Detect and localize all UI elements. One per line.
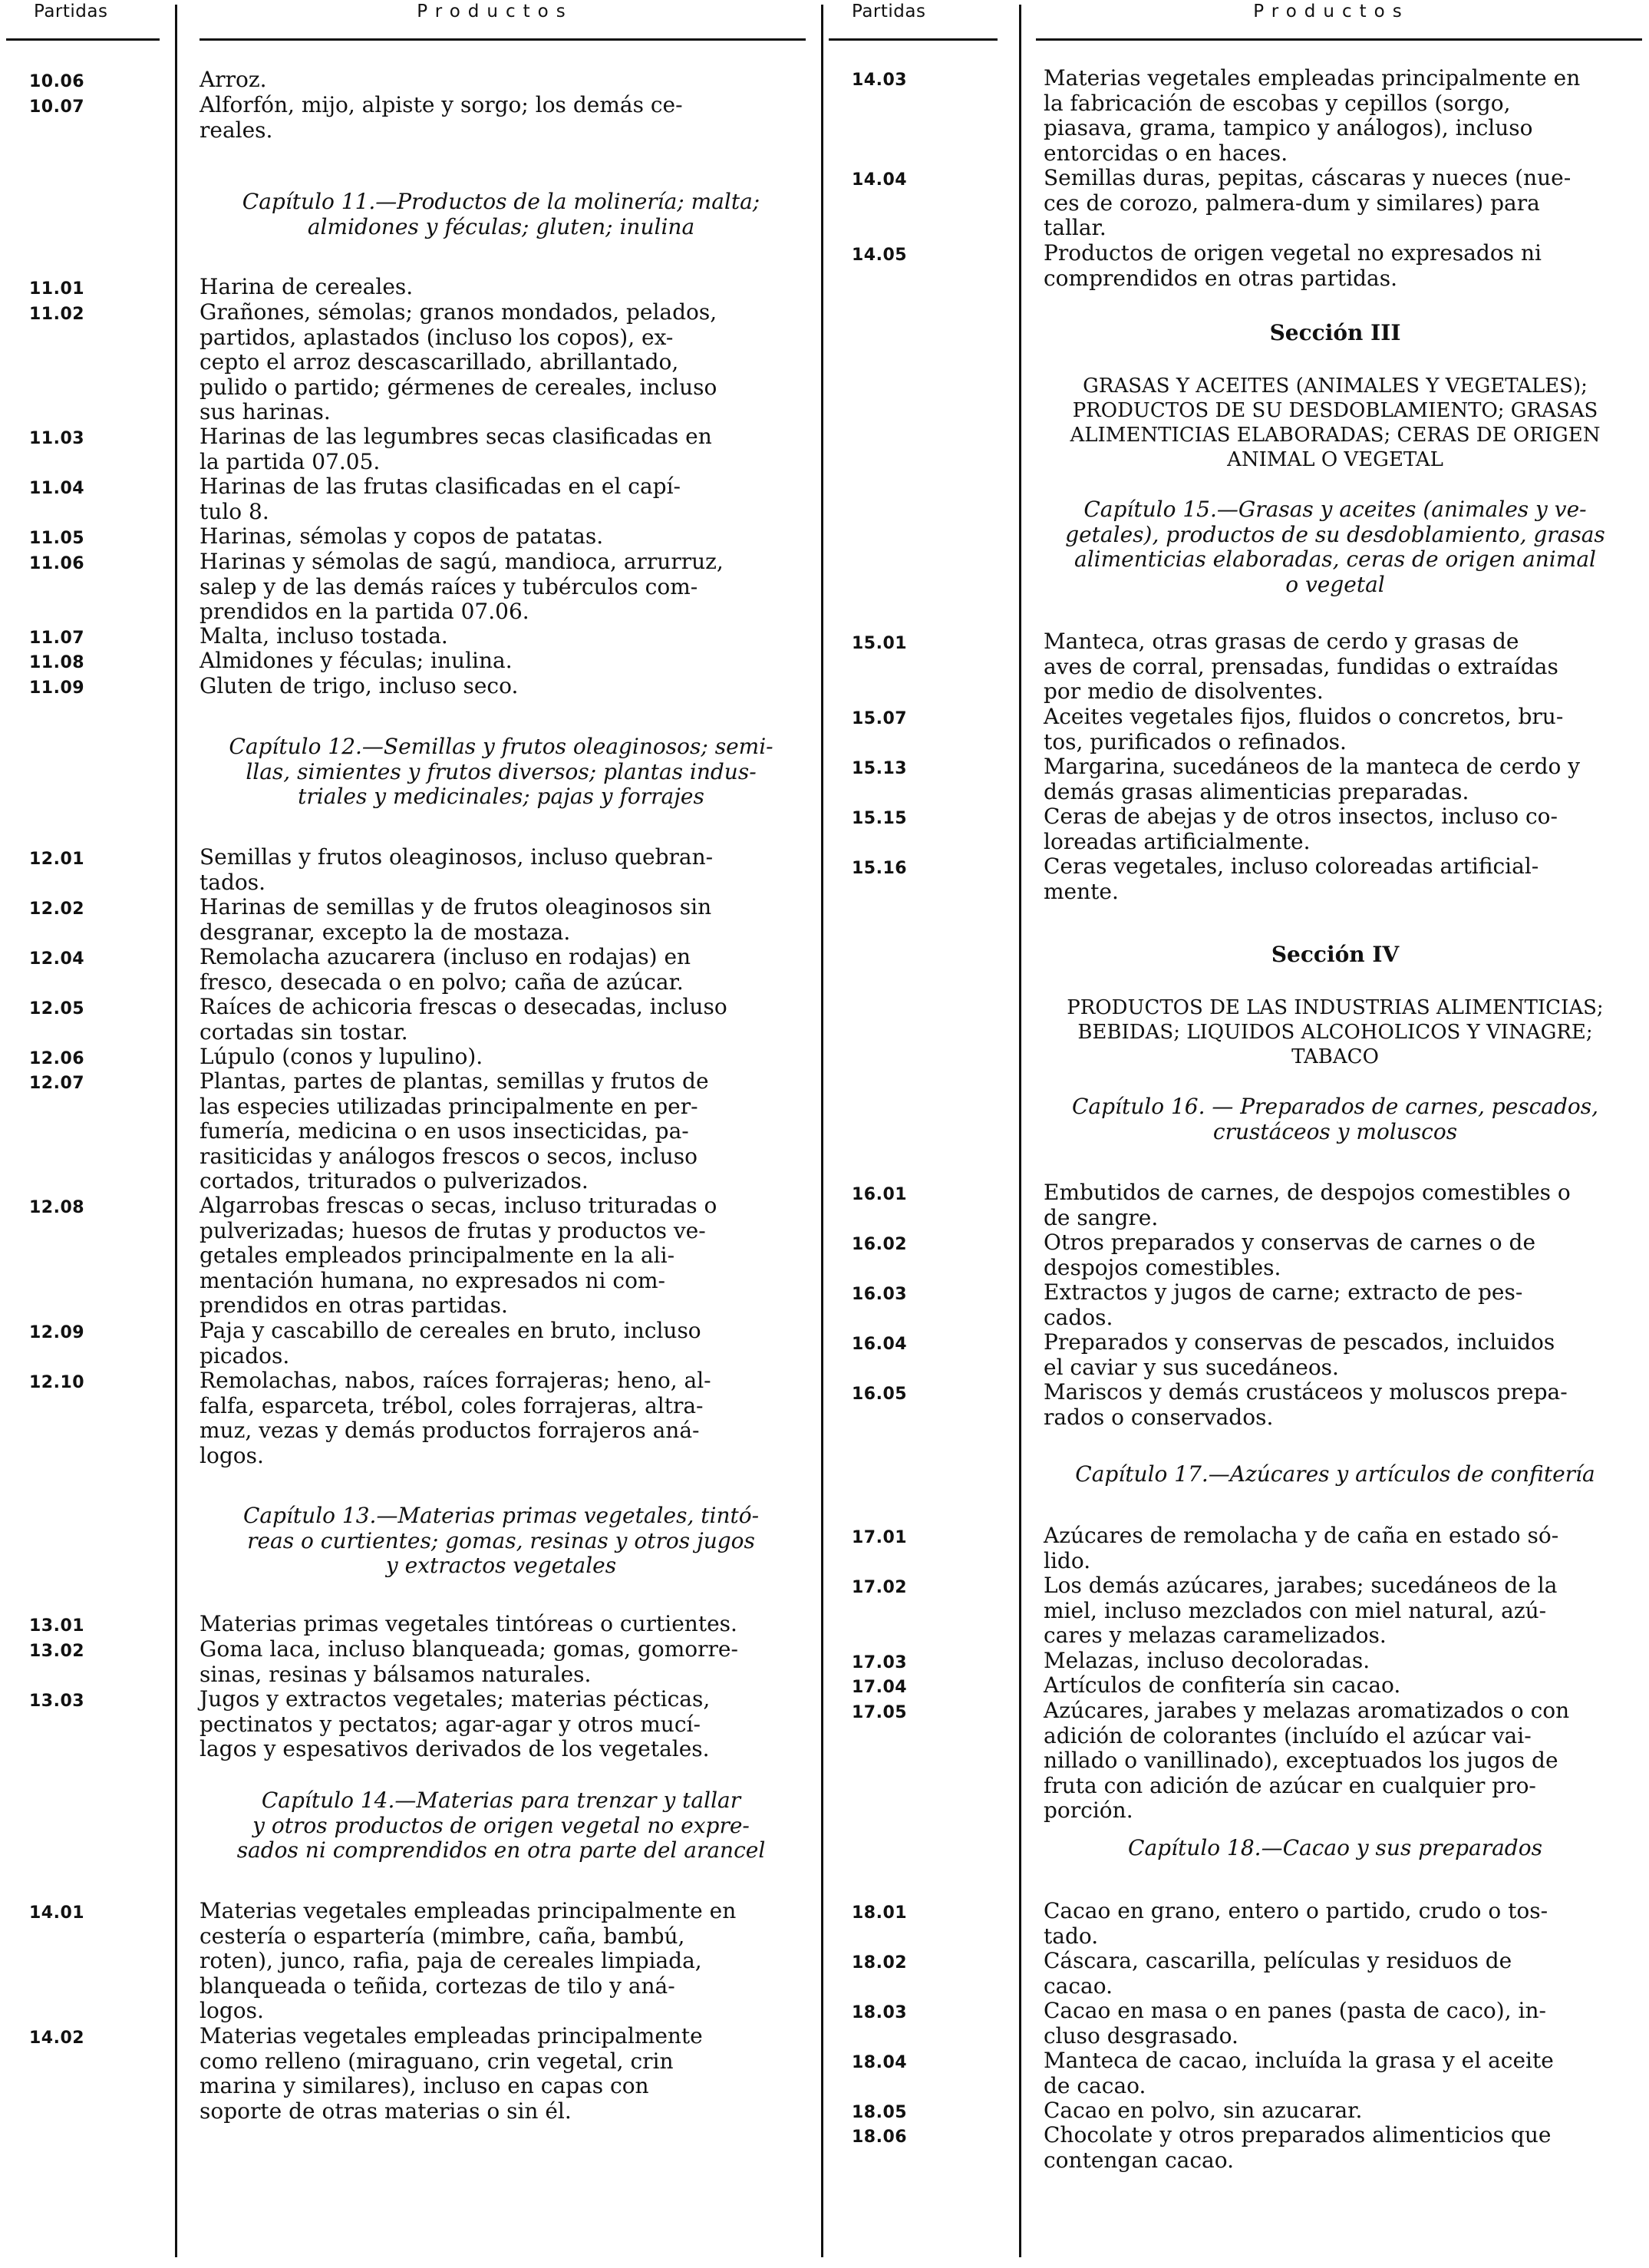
partida-number: 11.07 (29, 629, 85, 648)
left-column (0, 0, 813, 2268)
partida-number: 12.05 (29, 999, 85, 1018)
product-description: Materias vegetales empleadas principalmente en la fabricación de escobas y cepillos (sorgo, piasava, grama, tampico y análogos), incluso entorcidas o en haces. (1044, 65, 1581, 166)
partida-number: 10.06 (29, 72, 85, 91)
partida-number: 11.01 (29, 279, 85, 299)
partida-number: 12.02 (29, 900, 85, 919)
partida-number: 18.04 (852, 2053, 908, 2072)
partida-number: 17.01 (852, 1528, 908, 1547)
product-description: Productos de origen vegetal no expresados ni comprendidos en otras partidas. (1044, 240, 1542, 291)
product-description: Goma laca, incluso blanqueada; gomas, gomorre- sinas, resinas y bálsamos naturales. (200, 1636, 738, 1687)
partida-number: 17.02 (852, 1578, 908, 1597)
partida-number: 12.08 (29, 1198, 85, 1217)
partida-number: 18.02 (852, 1953, 908, 1973)
product-description: Raíces de achicoria frescas o desecadas, incluso cortadas sin tostar. (200, 994, 727, 1045)
product-description: Aceites vegetales fijos, fluidos o concretos, bru- tos, purificados o refinados. (1044, 704, 1564, 754)
left-header-productos: Productos (417, 2, 573, 21)
partida-number: 12.09 (29, 1323, 85, 1342)
product-description: Paja y cascabillo de cereales en bruto, incluso picados. (200, 1318, 701, 1368)
partida-number: 12.10 (29, 1373, 85, 1392)
partida-number: 14.04 (852, 170, 908, 190)
product-description: Lúpulo (conos y lupulino). (200, 1044, 483, 1069)
product-description: Plantas, partes de plantas, semillas y frutos de las especies utilizadas principalmente en per- fumería, medicina o en usos insecticidas, pa- rasiticidas y análogos frescos o secos, incluso cortados, triturados o pulverizados. (200, 1068, 709, 1193)
partida-number: 17.03 (852, 1653, 908, 1672)
partida-number: 16.05 (852, 1385, 908, 1404)
section-title: PRODUCTOS DE LAS INDUSTRIAS ALIMENTICIAS; BEBIDAS; LIQUIDOS ALCOHOLICOS Y VINAGRE; TABACO (1067, 996, 1604, 1068)
product-description: Melazas, incluso decoloradas. (1044, 1648, 1370, 1673)
partida-number: 13.01 (29, 1616, 85, 1636)
chapter-heading: Capítulo 18.—Cacao y sus preparados (1128, 1835, 1542, 1860)
partida-number: 14.05 (852, 246, 908, 265)
partida-number: 10.07 (29, 97, 85, 117)
partida-number: 17.04 (852, 1678, 908, 1697)
partida-number: 11.02 (29, 305, 85, 324)
partida-number: 15.16 (852, 859, 908, 878)
product-description: Materias primas vegetales tintóreas o curtientes. (200, 1611, 737, 1636)
partida-number: 18.03 (852, 2003, 908, 2022)
section-heading: Sección III (1269, 320, 1401, 345)
section-title: GRASAS Y ACEITES (ANIMALES Y VEGETALES); PRODUCTOS DE SU DESDOBLAMIENTO; GRASAS ALIMENTICIAS ELABORADAS; CERAS DE ORIGEN ANIMAL O VEGETAL (1070, 375, 1601, 471)
product-description: Arroz. (200, 67, 267, 92)
product-description: Azúcares, jarabes y melazas aromatizados o con adición de colorantes (incluído el azúcar vai- nillado o vanillinado), exceptuados los jugos de fruta con adición de azúcar en cualquier pro- porción. (1044, 1698, 1570, 1823)
partida-number: 12.04 (29, 949, 85, 969)
partida-number: 13.02 (29, 1642, 85, 1661)
partida-number: 11.04 (29, 479, 85, 498)
partida-number: 18.06 (852, 2128, 908, 2147)
product-description: Ceras de abejas y de otros insectos, incluso co- loreadas artificialmente. (1044, 804, 1558, 854)
product-description: Cacao en polvo, sin azucarar. (1044, 2098, 1363, 2123)
product-description: Grañones, sémolas; granos mondados, pelados, partidos, aplastados (incluso los copos), ex- cepto el arroz descascarillado, abrillantado, pulido o partido; gérmenes de cereales, incluso sus harinas. (200, 299, 717, 424)
chapter-heading: Capítulo 16. — Preparados de carnes, pescados, crustáceos y moluscos (1071, 1094, 1599, 1144)
section-heading: Sección IV (1271, 942, 1400, 967)
partida-number: 16.02 (852, 1235, 908, 1254)
product-description: Harinas, sémolas y copos de patatas. (200, 523, 604, 549)
partida-number: 12.07 (29, 1074, 85, 1093)
product-description: Extractos y jugos de carne; extracto de pes- cados. (1044, 1279, 1523, 1330)
product-description: Cáscara, cascarilla, películas y residuos de cacao. (1044, 1948, 1512, 1999)
product-description: Alforfón, mijo, alpiste y sorgo; los demás ce- reales. (200, 92, 683, 143)
product-description: Artículos de confitería sin cacao. (1044, 1672, 1401, 1698)
product-description: Cacao en grano, entero o partido, crudo o tos- tado. (1044, 1898, 1548, 1949)
product-description: Los demás azúcares, jarabes; sucedáneos de la miel, incluso mezclados con miel natural, azú- cares y melazas caramelizados. (1044, 1573, 1558, 1648)
right-header-productos: Productos (1253, 2, 1410, 21)
product-description: Harina de cereales. (200, 274, 414, 299)
product-description: Gluten de trigo, incluso seco. (200, 673, 519, 698)
partida-number: 15.01 (852, 634, 908, 653)
product-description: Harinas de las frutas clasificadas en el capí- tulo 8. (200, 474, 681, 524)
product-description: Otros preparados y conservas de carnes o de despojos comestibles. (1044, 1230, 1536, 1280)
product-description: Jugos y extractos vegetales; materias pécticas, pectinatos y pectatos; agar-agar y otros mucí- lagos y espesativos derivados de los vegetales. (200, 1686, 711, 1761)
partida-number: 16.03 (852, 1285, 908, 1304)
partida-number: 16.01 (852, 1185, 908, 1204)
product-description: Margarina, sucedáneos de la manteca de cerdo y demás grasas alimenticias preparadas. (1044, 754, 1581, 804)
partida-number: 15.07 (852, 709, 908, 728)
product-description: Harinas de las legumbres secas clasificadas en la partida 07.05. (200, 424, 712, 474)
partida-number: 17.05 (852, 1703, 908, 1722)
product-description: Harinas de semillas y de frutos oleaginosos sin desgranar, excepto la de mostaza. (200, 894, 712, 945)
partida-number: 14.02 (29, 2029, 85, 2048)
right-header-partidas: Partidas (852, 2, 926, 21)
partida-number: 14.03 (852, 71, 908, 90)
partida-number: 11.06 (29, 554, 85, 573)
partida-number: 18.05 (852, 2103, 908, 2122)
chapter-heading: Capítulo 17.—Azúcares y artículos de confitería (1075, 1461, 1595, 1487)
product-description: Manteca, otras grasas de cerdo y grasas de aves de corral, prensadas, fundidas o extraídas por medio de disolventes. (1044, 629, 1558, 704)
partida-number: 11.08 (29, 653, 85, 672)
product-description: Materias vegetales empleadas principalmente en cestería o espartería (mimbre, caña, bambú, roten), junco, rafia, paja de cereales limpiada, blanqueada o teñida, cortezas de tilo y aná- logos. (200, 1898, 737, 2023)
left-header-partidas: Partidas (34, 2, 108, 21)
product-description: Harinas y sémolas de sagú, mandioca, arrurruz, salep y de las demás raíces y tubérculos com- prendidos en la partida 07.06. (200, 549, 724, 624)
partida-number: 11.09 (29, 678, 85, 698)
product-description: Semillas duras, pepitas, cáscaras y nueces (nue- ces de corozo, palmera-dum y similares) para tallar. (1044, 165, 1571, 240)
chapter-heading: Capítulo 12.—Semillas y frutos oleaginosos; semi- llas, simientes y frutos diversos; plantas indus- triales y medicinales; pajas y forrajes (229, 734, 773, 809)
product-description: Preparados y conservas de pescados, incluidos el caviar y sus sucedáneos. (1044, 1329, 1555, 1380)
chapter-heading: Capítulo 13.—Materias primas vegetales, tintó- reas o curtientes; gomas, resinas y otros jugos y extractos vegetales (242, 1503, 760, 1578)
product-description: Semillas y frutos oleaginosos, incluso quebran- tados. (200, 844, 714, 895)
partida-number: 14.01 (29, 1903, 85, 1923)
product-description: Almidones y féculas; inulina. (200, 648, 513, 673)
product-description: Materias vegetales empleadas principalmente como relleno (miraguano, crin vegetal, crin marina y similares), incluso en capas con soporte de otras materias o sin él. (200, 2023, 703, 2124)
partida-number: 15.15 (852, 809, 908, 828)
product-description: Remolacha azucarera (incluso en rodajas) en fresco, desecada o en polvo; caña de azúcar. (200, 944, 691, 995)
product-description: Mariscos y demás crustáceos y moluscos prepa- rados o conservados. (1044, 1379, 1568, 1430)
product-description: Embutidos de carnes, de despojos comestibles o de sangre. (1044, 1180, 1571, 1230)
partida-number: 11.05 (29, 529, 85, 548)
partida-number: 18.01 (852, 1903, 908, 1923)
partida-number: 16.04 (852, 1335, 908, 1354)
chapter-heading: Capítulo 14.—Materias para trenzar y tallar y otros productos de origen vegetal no expre- sados ni comprendidos en otra parte del arancel (236, 1788, 766, 1863)
chapter-heading: Capítulo 11.—Productos de la molinería; malta; almidones y féculas; gluten; inulina (242, 189, 760, 239)
partida-number: 12.06 (29, 1049, 85, 1068)
product-description: Cacao en masa o en panes (pasta de caco), in- cluso desgrasado. (1044, 1998, 1546, 2048)
product-description: Remolachas, nabos, raíces forrajeras; heno, al- falfa, esparceta, trébol, coles forrajeras, altra- muz, vezas y demás productos forrajeros aná- logos. (200, 1368, 711, 1468)
right-column (821, 0, 1649, 2268)
product-description: Azúcares de remolacha y de caña en estado só- lido. (1044, 1523, 1559, 1573)
partida-number: 12.01 (29, 850, 85, 869)
chapter-heading: Capítulo 15.—Grasas y aceites (animales y ve- getales), productos de su desdoblamiento, grasas alimenticias elaboradas, ceras de origen animal o vegetal (1065, 497, 1605, 597)
product-description: Ceras vegetales, incluso coloreadas artificial- mente. (1044, 853, 1539, 904)
partida-number: 11.03 (29, 429, 85, 448)
partida-number: 15.13 (852, 759, 908, 778)
product-description: Chocolate y otros preparados alimenticios que contengan cacao. (1044, 2122, 1552, 2173)
product-description: Algarrobas frescas o secas, incluso trituradas o pulverizadas; huesos de frutas y productos ve- getales empleados principalmente en la ali- mentación humana, no expresados ni com- prendidos en otras partidas. (200, 1193, 717, 1318)
partida-number: 13.03 (29, 1692, 85, 1711)
product-description: Malta, incluso tostada. (200, 623, 448, 649)
product-description: Manteca de cacao, incluída la grasa y el aceite de cacao. (1044, 2048, 1554, 2098)
